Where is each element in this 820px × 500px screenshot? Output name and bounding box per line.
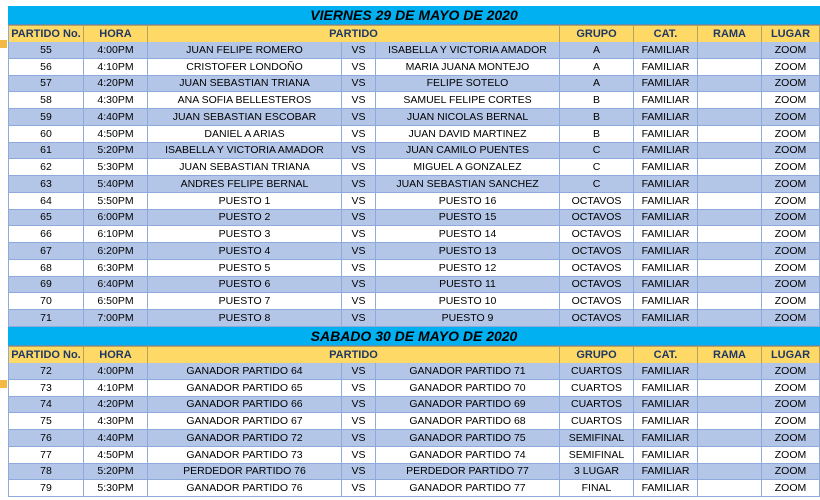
cell-cat[interactable]: FAMILIAR [634,176,698,192]
cell-lugar[interactable]: ZOOM [762,193,820,209]
cell-hora[interactable]: 5:20PM [84,143,148,159]
cell-vs[interactable]: VS [342,92,376,108]
cell-partido-no[interactable]: 61 [8,143,84,159]
cell-hora[interactable]: 4:40PM [84,109,148,125]
cell-grupo[interactable]: CUARTOS [560,380,634,396]
cell-hora[interactable]: 4:20PM [84,76,148,92]
table-row [8,260,820,277]
table-row [8,109,820,126]
cell-cat[interactable]: FAMILIAR [634,447,698,463]
cell-vs[interactable]: VS [342,143,376,159]
header-rama[interactable]: RAMA [698,347,762,363]
match-table-day1 [8,42,820,327]
table-row [8,397,820,414]
cell-local[interactable]: GANADOR PARTIDO 66 [148,397,342,413]
cell-grupo[interactable]: SEMIFINAL [560,430,634,446]
cell-rama[interactable] [698,480,762,496]
cell-local[interactable]: PERDEDOR PARTIDO 76 [148,464,342,480]
cell-partido-no[interactable]: 69 [8,277,84,293]
cell-rama[interactable] [698,59,762,75]
table-row [8,126,820,143]
cell-grupo[interactable]: CUARTOS [560,413,634,429]
cell-hora[interactable]: 4:20PM [84,397,148,413]
cell-grupo[interactable]: A [560,59,634,75]
cell-cat[interactable]: FAMILIAR [634,92,698,108]
cell-visitante[interactable]: PUESTO 10 [376,293,560,309]
cell-visitante[interactable]: PERDEDOR PARTIDO 77 [376,464,560,480]
cell-hora[interactable]: 5:30PM [84,480,148,496]
cell-cat[interactable]: FAMILIAR [634,159,698,175]
cell-partido-no[interactable]: 76 [8,430,84,446]
cell-vs[interactable]: VS [342,126,376,142]
cell-local[interactable]: ANDRES FELIPE BERNAL [148,176,342,192]
cell-cat[interactable]: FAMILIAR [634,126,698,142]
cell-hora[interactable]: 4:00PM [84,363,148,379]
cell-cat[interactable]: FAMILIAR [634,243,698,259]
table-row [8,293,820,310]
table-row [8,464,820,481]
match-table-day2 [8,363,820,497]
cell-lugar[interactable]: ZOOM [762,92,820,108]
cell-visitante[interactable]: GANADOR PARTIDO 77 [376,480,560,496]
cell-rama[interactable] [698,42,762,58]
cell-rama[interactable] [698,143,762,159]
cell-lugar[interactable]: ZOOM [762,226,820,242]
cell-hora[interactable]: 4:50PM [84,447,148,463]
cell-cat[interactable]: FAMILIAR [634,143,698,159]
cell-hora[interactable]: 4:50PM [84,126,148,142]
cell-lugar[interactable]: ZOOM [762,176,820,192]
cell-visitante[interactable]: PUESTO 9 [376,310,560,326]
cell-rama[interactable] [698,76,762,92]
cell-visitante[interactable]: GANADOR PARTIDO 70 [376,380,560,396]
cell-grupo[interactable]: OCTAVOS [560,243,634,259]
cell-visitante[interactable]: PUESTO 12 [376,260,560,276]
cell-vs[interactable]: VS [342,159,376,175]
cell-rama[interactable] [698,210,762,226]
cell-grupo[interactable]: OCTAVOS [560,293,634,309]
cell-local[interactable]: PUESTO 7 [148,293,342,309]
table-row [8,193,820,210]
cell-local[interactable]: PUESTO 5 [148,260,342,276]
cell-hora[interactable]: 4:30PM [84,413,148,429]
cell-hora[interactable]: 6:10PM [84,226,148,242]
cell-visitante[interactable]: ISABELLA Y VICTORIA AMADOR [376,42,560,58]
cell-vs[interactable]: VS [342,76,376,92]
table-row [8,226,820,243]
cell-lugar[interactable]: ZOOM [762,109,820,125]
cell-vs[interactable]: VS [342,310,376,326]
table-row [8,363,820,380]
cell-hora[interactable]: 7:00PM [84,310,148,326]
cell-lugar[interactable]: ZOOM [762,447,820,463]
cell-cat[interactable]: FAMILIAR [634,277,698,293]
cell-partido-no[interactable]: 56 [8,59,84,75]
cell-local[interactable]: PUESTO 4 [148,243,342,259]
cell-grupo[interactable]: C [560,176,634,192]
cell-rama[interactable] [698,464,762,480]
cell-visitante[interactable]: GANADOR PARTIDO 68 [376,413,560,429]
cell-lugar[interactable]: ZOOM [762,243,820,259]
cell-hora[interactable]: 4:30PM [84,92,148,108]
cell-grupo[interactable]: FINAL [560,480,634,496]
section-title-day1[interactable]: VIERNES 29 DE MAYO DE 2020 [8,6,820,25]
table-row [8,176,820,193]
cell-local[interactable]: ANA SOFIA BELLESTEROS [148,92,342,108]
cell-grupo[interactable]: 3 LUGAR [560,464,634,480]
cell-rama[interactable] [698,447,762,463]
table-row [8,380,820,397]
cell-visitante[interactable]: SAMUEL FELIPE CORTES [376,92,560,108]
header-hora[interactable]: HORA [84,26,148,42]
cell-local[interactable]: PUESTO 8 [148,310,342,326]
cell-vs[interactable]: VS [342,59,376,75]
table-row [8,92,820,109]
cell-partido-no[interactable]: 65 [8,210,84,226]
cell-visitante[interactable]: GANADOR PARTIDO 75 [376,430,560,446]
cell-local[interactable]: ISABELLA Y VICTORIA AMADOR [148,143,342,159]
cell-partido-no[interactable]: 72 [8,363,84,379]
cell-lugar[interactable]: ZOOM [762,126,820,142]
cell-rama[interactable] [698,310,762,326]
header-cat[interactable]: CAT. [634,347,698,363]
cell-local[interactable]: GANADOR PARTIDO 67 [148,413,342,429]
cell-grupo[interactable]: SEMIFINAL [560,447,634,463]
cell-partido-no[interactable]: 79 [8,480,84,496]
cell-grupo[interactable]: B [560,92,634,108]
cell-lugar[interactable]: ZOOM [762,143,820,159]
cell-partido-no[interactable]: 66 [8,226,84,242]
cell-lugar[interactable]: ZOOM [762,380,820,396]
cell-grupo[interactable]: OCTAVOS [560,226,634,242]
cell-hora[interactable]: 5:30PM [84,159,148,175]
cell-visitante[interactable]: PUESTO 11 [376,277,560,293]
cell-rama[interactable] [698,363,762,379]
cell-rama[interactable] [698,430,762,446]
cell-rama[interactable] [698,277,762,293]
cell-grupo[interactable]: CUARTOS [560,363,634,379]
cell-cat[interactable]: FAMILIAR [634,42,698,58]
cell-local[interactable]: PUESTO 3 [148,226,342,242]
cell-grupo[interactable]: CUARTOS [560,397,634,413]
table-row [8,76,820,93]
cell-rama[interactable] [698,260,762,276]
header-partido-no[interactable]: PARTIDO No. [8,26,84,42]
header-partido[interactable]: PARTIDO [148,347,560,363]
cell-vs[interactable]: VS [342,210,376,226]
cell-hora[interactable]: 4:10PM [84,380,148,396]
cell-hora[interactable]: 6:40PM [84,277,148,293]
cell-visitante[interactable]: JUAN SEBASTIAN SANCHEZ [376,176,560,192]
cell-partido-no[interactable]: 70 [8,293,84,309]
cell-hora[interactable]: 6:50PM [84,293,148,309]
cell-rama[interactable] [698,109,762,125]
header-lugar[interactable]: LUGAR [762,347,820,363]
left-edge-marker [0,40,7,48]
cell-local[interactable]: JUAN SEBASTIAN TRIANA [148,159,342,175]
cell-hora[interactable]: 6:20PM [84,243,148,259]
cell-vs[interactable]: VS [342,176,376,192]
cell-grupo[interactable]: C [560,143,634,159]
cell-local[interactable]: DANIEL A ARIAS [148,126,342,142]
cell-visitante[interactable]: PUESTO 15 [376,210,560,226]
cell-lugar[interactable]: ZOOM [762,159,820,175]
cell-local[interactable]: GANADOR PARTIDO 76 [148,480,342,496]
cell-visitante[interactable]: FELIPE SOTELO [376,76,560,92]
cell-rama[interactable] [698,126,762,142]
cell-hora[interactable]: 4:10PM [84,59,148,75]
cell-hora[interactable]: 5:20PM [84,464,148,480]
cell-grupo[interactable]: OCTAVOS [560,310,634,326]
cell-hora[interactable]: 6:00PM [84,210,148,226]
cell-grupo[interactable]: B [560,126,634,142]
left-edge-marker [0,380,7,388]
table-row [8,413,820,430]
table-row [8,310,820,327]
cell-vs[interactable]: VS [342,413,376,429]
cell-local[interactable]: GANADOR PARTIDO 65 [148,380,342,396]
cell-rama[interactable] [698,193,762,209]
header-partido[interactable]: PARTIDO [148,26,560,42]
cell-local[interactable]: PUESTO 1 [148,193,342,209]
column-header-row [8,346,820,363]
cell-lugar[interactable]: ZOOM [762,413,820,429]
cell-lugar[interactable]: ZOOM [762,397,820,413]
cell-vs[interactable]: VS [342,226,376,242]
cell-lugar[interactable]: ZOOM [762,480,820,496]
table-row [8,447,820,464]
cell-cat[interactable]: FAMILIAR [634,413,698,429]
cell-partido-no[interactable]: 77 [8,447,84,463]
cell-visitante[interactable]: JUAN NICOLAS BERNAL [376,109,560,125]
cell-vs[interactable]: VS [342,260,376,276]
cell-local[interactable]: PUESTO 6 [148,277,342,293]
cell-vs[interactable]: VS [342,293,376,309]
cell-cat[interactable]: FAMILIAR [634,210,698,226]
cell-hora[interactable]: 4:00PM [84,42,148,58]
cell-partido-no[interactable]: 75 [8,413,84,429]
cell-vs[interactable]: VS [342,109,376,125]
cell-visitante[interactable]: JUAN DAVID MARTINEZ [376,126,560,142]
cell-vs[interactable]: VS [342,42,376,58]
cell-grupo[interactable]: A [560,42,634,58]
cell-lugar[interactable]: ZOOM [762,277,820,293]
cell-visitante[interactable]: GANADOR PARTIDO 74 [376,447,560,463]
table-row [8,143,820,160]
cell-lugar[interactable]: ZOOM [762,363,820,379]
cell-partido-no[interactable]: 55 [8,42,84,58]
cell-local[interactable]: JUAN FELIPE ROMERO [148,42,342,58]
cell-rama[interactable] [698,92,762,108]
cell-visitante[interactable]: PUESTO 14 [376,226,560,242]
cell-cat[interactable]: FAMILIAR [634,430,698,446]
cell-partido-no[interactable]: 68 [8,260,84,276]
header-hora[interactable]: HORA [84,347,148,363]
cell-visitante[interactable]: MARIA JUANA MONTEJO [376,59,560,75]
column-header-row [8,25,820,42]
header-grupo[interactable]: GRUPO [560,347,634,363]
cell-grupo[interactable]: OCTAVOS [560,260,634,276]
table-row [8,243,820,260]
table-row [8,277,820,294]
cell-cat[interactable]: FAMILIAR [634,310,698,326]
cell-cat[interactable]: FAMILIAR [634,464,698,480]
cell-vs[interactable]: VS [342,193,376,209]
cell-visitante[interactable]: MIGUEL A GONZALEZ [376,159,560,175]
header-grupo[interactable]: GRUPO [560,26,634,42]
cell-lugar[interactable]: ZOOM [762,260,820,276]
cell-partido-no[interactable]: 64 [8,193,84,209]
cell-lugar[interactable]: ZOOM [762,464,820,480]
cell-grupo[interactable]: OCTAVOS [560,277,634,293]
table-row [8,59,820,76]
cell-rama[interactable] [698,293,762,309]
cell-cat[interactable]: FAMILIAR [634,59,698,75]
header-cat[interactable]: CAT. [634,26,698,42]
cell-cat[interactable]: FAMILIAR [634,260,698,276]
cell-partido-no[interactable]: 78 [8,464,84,480]
cell-local[interactable]: PUESTO 2 [148,210,342,226]
cell-vs[interactable]: VS [342,380,376,396]
cell-visitante[interactable]: PUESTO 13 [376,243,560,259]
cell-hora[interactable]: 5:50PM [84,193,148,209]
cell-hora[interactable]: 6:30PM [84,260,148,276]
cell-visitante[interactable]: PUESTO 16 [376,193,560,209]
cell-partido-no[interactable]: 59 [8,109,84,125]
table-row [8,42,820,59]
cell-grupo[interactable]: C [560,159,634,175]
cell-grupo[interactable]: B [560,109,634,125]
cell-partido-no[interactable]: 67 [8,243,84,259]
cell-vs[interactable]: VS [342,480,376,496]
cell-partido-no[interactable]: 57 [8,76,84,92]
cell-local[interactable]: JUAN SEBASTIAN ESCOBAR [148,109,342,125]
cell-rama[interactable] [698,226,762,242]
cell-grupo[interactable]: OCTAVOS [560,193,634,209]
cell-partido-no[interactable]: 62 [8,159,84,175]
header-lugar[interactable]: LUGAR [762,26,820,42]
cell-local[interactable]: GANADOR PARTIDO 73 [148,447,342,463]
cell-grupo[interactable]: A [560,76,634,92]
cell-hora[interactable]: 5:40PM [84,176,148,192]
cell-lugar[interactable]: ZOOM [762,76,820,92]
cell-local[interactable]: GANADOR PARTIDO 72 [148,430,342,446]
cell-partido-no[interactable]: 63 [8,176,84,192]
cell-rama[interactable] [698,159,762,175]
cell-visitante[interactable]: GANADOR PARTIDO 69 [376,397,560,413]
cell-lugar[interactable]: ZOOM [762,210,820,226]
cell-visitante[interactable]: GANADOR PARTIDO 71 [376,363,560,379]
cell-local[interactable]: JUAN SEBASTIAN TRIANA [148,76,342,92]
cell-cat[interactable]: FAMILIAR [634,480,698,496]
cell-partido-no[interactable]: 73 [8,380,84,396]
cell-grupo[interactable]: OCTAVOS [560,210,634,226]
cell-local[interactable]: GANADOR PARTIDO 64 [148,363,342,379]
section-title-day2[interactable]: SABADO 30 DE MAYO DE 2020 [8,327,820,346]
cell-cat[interactable]: FAMILIAR [634,293,698,309]
cell-vs[interactable]: VS [342,277,376,293]
cell-vs[interactable]: VS [342,464,376,480]
cell-hora[interactable]: 4:40PM [84,430,148,446]
cell-lugar[interactable]: ZOOM [762,42,820,58]
cell-lugar[interactable]: ZOOM [762,59,820,75]
cell-partido-no[interactable]: 74 [8,397,84,413]
header-rama[interactable]: RAMA [698,26,762,42]
cell-partido-no[interactable]: 71 [8,310,84,326]
cell-cat[interactable]: FAMILIAR [634,193,698,209]
header-partido-no[interactable]: PARTIDO No. [8,347,84,363]
cell-rama[interactable] [698,380,762,396]
table-row [8,210,820,227]
cell-vs[interactable]: VS [342,447,376,463]
cell-vs[interactable]: VS [342,363,376,379]
cell-cat[interactable]: FAMILIAR [634,109,698,125]
cell-rama[interactable] [698,243,762,259]
cell-cat[interactable]: FAMILIAR [634,397,698,413]
cell-visitante[interactable]: JUAN CAMILO PUENTES [376,143,560,159]
table-row [8,159,820,176]
cell-cat[interactable]: FAMILIAR [634,226,698,242]
cell-lugar[interactable]: ZOOM [762,430,820,446]
table-row [8,480,820,497]
cell-lugar[interactable]: ZOOM [762,293,820,309]
cell-rama[interactable] [698,413,762,429]
cell-vs[interactable]: VS [342,243,376,259]
cell-cat[interactable]: FAMILIAR [634,363,698,379]
cell-lugar[interactable]: ZOOM [762,310,820,326]
cell-rama[interactable] [698,176,762,192]
cell-vs[interactable]: VS [342,397,376,413]
cell-vs[interactable]: VS [342,430,376,446]
cell-partido-no[interactable]: 60 [8,126,84,142]
cell-cat[interactable]: FAMILIAR [634,380,698,396]
cell-partido-no[interactable]: 58 [8,92,84,108]
cell-local[interactable]: CRISTOFER LONDOÑO [148,59,342,75]
cell-rama[interactable] [698,397,762,413]
table-row [8,430,820,447]
cell-cat[interactable]: FAMILIAR [634,76,698,92]
